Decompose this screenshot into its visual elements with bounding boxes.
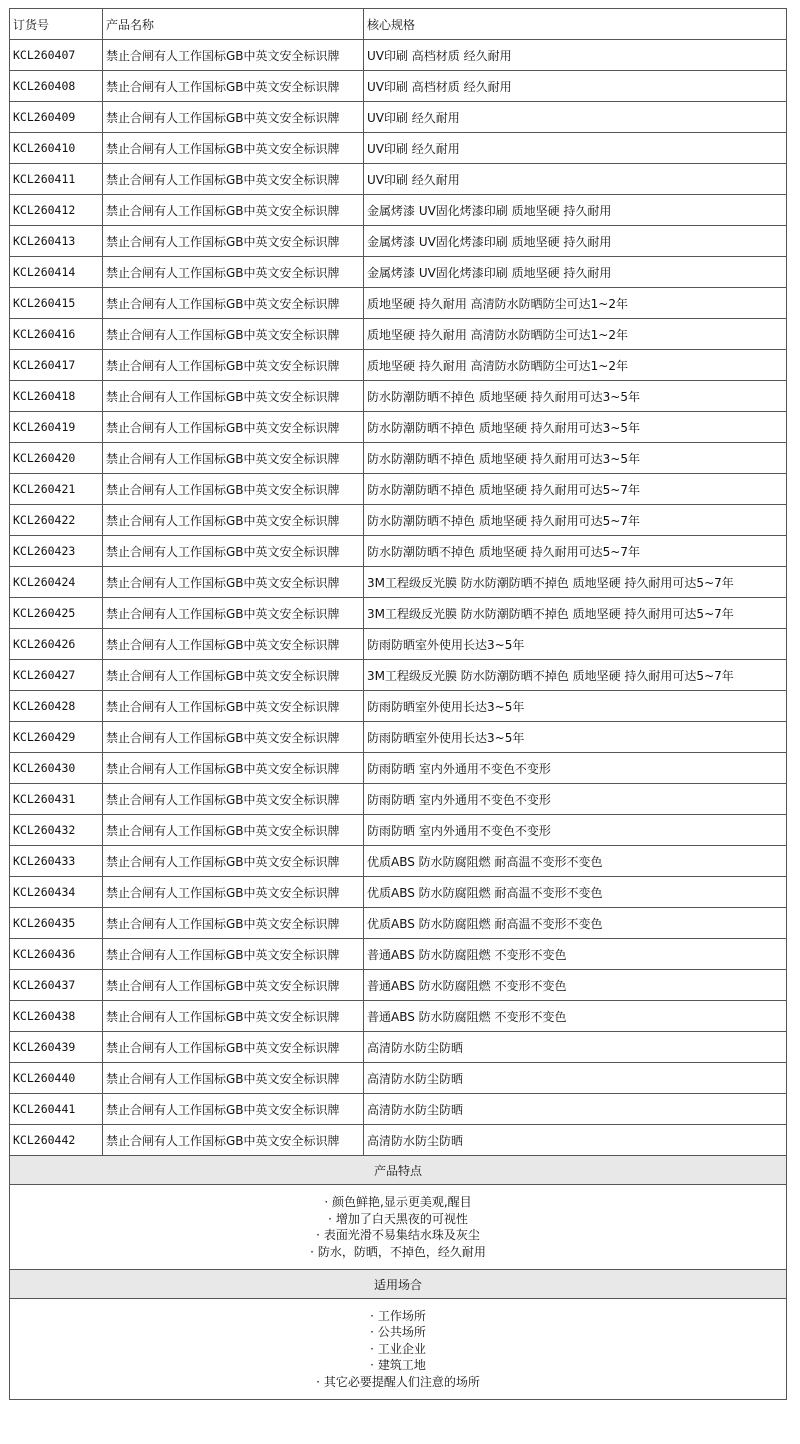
table-row: [10, 629, 787, 660]
table-row: [10, 40, 787, 71]
cell-product-name: 禁止合闸有人工作国标GB中英文安全标识牌: [103, 660, 364, 691]
cell-core-spec: 防雨防晒 室内外通用不变色不变形: [364, 753, 787, 784]
table-row: [10, 133, 787, 164]
cell-core-spec: 防雨防晒 室内外通用不变色不变形: [364, 815, 787, 846]
cell-order-code: KCL260423: [10, 536, 103, 567]
applications-list: [13, 1308, 783, 1391]
cell-order-code: KCL260426: [10, 629, 103, 660]
application-item: · 工作场所: [13, 1308, 783, 1325]
table-row: [10, 877, 787, 908]
table-row: [10, 815, 787, 846]
application-item: · 建筑工地: [13, 1357, 783, 1374]
cell-product-name: 禁止合闸有人工作国标GB中英文安全标识牌: [103, 381, 364, 412]
table-row: [10, 691, 787, 722]
cell-product-name: 禁止合闸有人工作国标GB中英文安全标识牌: [103, 598, 364, 629]
cell-order-code: KCL260427: [10, 660, 103, 691]
cell-core-spec: 质地坚硬 持久耐用 高清防水防晒防尘可达1~2年: [364, 350, 787, 381]
cell-core-spec: 高清防水防尘防晒: [364, 1125, 787, 1156]
applications-title: 适用场合: [10, 1270, 787, 1299]
cell-core-spec: UV印刷 高档材质 经久耐用: [364, 40, 787, 71]
table-row: [10, 1032, 787, 1063]
cell-product-name: 禁止合闸有人工作国标GB中英文安全标识牌: [103, 195, 364, 226]
application-item: · 工业企业: [13, 1341, 783, 1358]
cell-core-spec: 防雨防晒 室内外通用不变色不变形: [364, 784, 787, 815]
cell-order-code: KCL260422: [10, 505, 103, 536]
table-row: [10, 1094, 787, 1125]
cell-order-code: KCL260418: [10, 381, 103, 412]
cell-product-name: 禁止合闸有人工作国标GB中英文安全标识牌: [103, 288, 364, 319]
table-row: [10, 536, 787, 567]
cell-product-name: 禁止合闸有人工作国标GB中英文安全标识牌: [103, 722, 364, 753]
cell-core-spec: 3M工程级反光膜 防水防潮防晒不掉色 质地坚硬 持久耐用可达5~7年: [364, 567, 787, 598]
cell-order-code: KCL260431: [10, 784, 103, 815]
cell-product-name: 禁止合闸有人工作国标GB中英文安全标识牌: [103, 567, 364, 598]
cell-order-code: KCL260407: [10, 40, 103, 71]
table-row: [10, 257, 787, 288]
cell-product-name: 禁止合闸有人工作国标GB中英文安全标识牌: [103, 102, 364, 133]
cell-product-name: 禁止合闸有人工作国标GB中英文安全标识牌: [103, 257, 364, 288]
cell-core-spec: 金属烤漆 UV固化烤漆印刷 质地坚硬 持久耐用: [364, 257, 787, 288]
cell-order-code: KCL260441: [10, 1094, 103, 1125]
application-item: · 公共场所: [13, 1324, 783, 1341]
product-spec-table: [9, 8, 787, 1400]
cell-order-code: KCL260413: [10, 226, 103, 257]
table-row: [10, 505, 787, 536]
cell-order-code: KCL260410: [10, 133, 103, 164]
cell-product-name: 禁止合闸有人工作国标GB中英文安全标识牌: [103, 691, 364, 722]
cell-order-code: KCL260436: [10, 939, 103, 970]
table-row: [10, 908, 787, 939]
cell-product-name: 禁止合闸有人工作国标GB中英文安全标识牌: [103, 412, 364, 443]
cell-core-spec: 防雨防晒室外使用长达3~5年: [364, 722, 787, 753]
cell-order-code: KCL260432: [10, 815, 103, 846]
cell-core-spec: 普通ABS 防水防腐阻燃 不变形不变色: [364, 939, 787, 970]
table-row: [10, 319, 787, 350]
cell-product-name: 禁止合闸有人工作国标GB中英文安全标识牌: [103, 71, 364, 102]
table-row: [10, 412, 787, 443]
cell-core-spec: 质地坚硬 持久耐用 高清防水防晒防尘可达1~2年: [364, 319, 787, 350]
cell-product-name: 禁止合闸有人工作国标GB中英文安全标识牌: [103, 474, 364, 505]
cell-core-spec: 高清防水防尘防晒: [364, 1094, 787, 1125]
cell-product-name: 禁止合闸有人工作国标GB中英文安全标识牌: [103, 164, 364, 195]
table-row: [10, 288, 787, 319]
table-row: [10, 846, 787, 877]
cell-product-name: 禁止合闸有人工作国标GB中英文安全标识牌: [103, 908, 364, 939]
applications-header-row: [10, 1270, 787, 1299]
cell-order-code: KCL260417: [10, 350, 103, 381]
header-row: [10, 9, 787, 40]
cell-order-code: KCL260442: [10, 1125, 103, 1156]
table-row: [10, 1125, 787, 1156]
table-row: [10, 722, 787, 753]
table-row: [10, 567, 787, 598]
table-row: [10, 164, 787, 195]
cell-order-code: KCL260420: [10, 443, 103, 474]
cell-core-spec: 普通ABS 防水防腐阻燃 不变形不变色: [364, 1001, 787, 1032]
cell-product-name: 禁止合闸有人工作国标GB中英文安全标识牌: [103, 319, 364, 350]
table-row: [10, 660, 787, 691]
header-core-spec: 核心规格: [364, 9, 787, 40]
features-header-row: [10, 1156, 787, 1185]
cell-core-spec: 普通ABS 防水防腐阻燃 不变形不变色: [364, 970, 787, 1001]
cell-order-code: KCL260415: [10, 288, 103, 319]
table-row: [10, 1001, 787, 1032]
cell-order-code: KCL260421: [10, 474, 103, 505]
cell-order-code: KCL260412: [10, 195, 103, 226]
cell-product-name: 禁止合闸有人工作国标GB中英文安全标识牌: [103, 1063, 364, 1094]
cell-core-spec: UV印刷 高档材质 经久耐用: [364, 71, 787, 102]
cell-order-code: KCL260424: [10, 567, 103, 598]
table-row: [10, 753, 787, 784]
cell-product-name: 禁止合闸有人工作国标GB中英文安全标识牌: [103, 1125, 364, 1156]
cell-core-spec: 防水防潮防晒不掉色 质地坚硬 持久耐用可达3~5年: [364, 412, 787, 443]
cell-core-spec: 防雨防晒室外使用长达3~5年: [364, 691, 787, 722]
cell-core-spec: 优质ABS 防水防腐阻燃 耐高温不变形不变色: [364, 877, 787, 908]
cell-product-name: 禁止合闸有人工作国标GB中英文安全标识牌: [103, 784, 364, 815]
cell-order-code: KCL260435: [10, 908, 103, 939]
feature-item: · 表面光滑不易集结水珠及灰尘: [13, 1227, 783, 1244]
cell-core-spec: UV印刷 经久耐用: [364, 102, 787, 133]
cell-core-spec: 防水防潮防晒不掉色 质地坚硬 持久耐用可达3~5年: [364, 443, 787, 474]
cell-product-name: 禁止合闸有人工作国标GB中英文安全标识牌: [103, 1094, 364, 1125]
cell-core-spec: 高清防水防尘防晒: [364, 1032, 787, 1063]
table-row: [10, 443, 787, 474]
cell-product-name: 禁止合闸有人工作国标GB中英文安全标识牌: [103, 877, 364, 908]
table-row: [10, 1063, 787, 1094]
cell-core-spec: 金属烤漆 UV固化烤漆印刷 质地坚硬 持久耐用: [364, 226, 787, 257]
table-row: [10, 102, 787, 133]
cell-core-spec: 防水防潮防晒不掉色 质地坚硬 持久耐用可达3~5年: [364, 381, 787, 412]
cell-core-spec: 防雨防晒室外使用长达3~5年: [364, 629, 787, 660]
cell-order-code: KCL260434: [10, 877, 103, 908]
cell-product-name: 禁止合闸有人工作国标GB中英文安全标识牌: [103, 40, 364, 71]
cell-product-name: 禁止合闸有人工作国标GB中英文安全标识牌: [103, 133, 364, 164]
cell-product-name: 禁止合闸有人工作国标GB中英文安全标识牌: [103, 1001, 364, 1032]
cell-order-code: KCL260409: [10, 102, 103, 133]
cell-order-code: KCL260408: [10, 71, 103, 102]
cell-core-spec: 3M工程级反光膜 防水防潮防晒不掉色 质地坚硬 持久耐用可达5~7年: [364, 660, 787, 691]
table-row: [10, 226, 787, 257]
cell-product-name: 禁止合闸有人工作国标GB中英文安全标识牌: [103, 815, 364, 846]
table-row: [10, 474, 787, 505]
cell-core-spec: UV印刷 经久耐用: [364, 133, 787, 164]
cell-order-code: KCL260433: [10, 846, 103, 877]
cell-core-spec: 防水防潮防晒不掉色 质地坚硬 持久耐用可达5~7年: [364, 536, 787, 567]
table-body: [10, 40, 787, 1156]
cell-product-name: 禁止合闸有人工作国标GB中英文安全标识牌: [103, 443, 364, 474]
table-row: [10, 784, 787, 815]
cell-order-code: KCL260428: [10, 691, 103, 722]
applications-body-row: [10, 1299, 787, 1400]
cell-product-name: 禁止合闸有人工作国标GB中英文安全标识牌: [103, 939, 364, 970]
table-row: [10, 970, 787, 1001]
features-list: [13, 1194, 783, 1260]
table-row: [10, 381, 787, 412]
cell-product-name: 禁止合闸有人工作国标GB中英文安全标识牌: [103, 629, 364, 660]
cell-order-code: KCL260440: [10, 1063, 103, 1094]
cell-product-name: 禁止合闸有人工作国标GB中英文安全标识牌: [103, 505, 364, 536]
cell-core-spec: 优质ABS 防水防腐阻燃 耐高温不变形不变色: [364, 846, 787, 877]
cell-order-code: KCL260430: [10, 753, 103, 784]
cell-core-spec: UV印刷 经久耐用: [364, 164, 787, 195]
feature-item: · 防水，防晒，不掉色，经久耐用: [13, 1244, 783, 1261]
cell-product-name: 禁止合闸有人工作国标GB中英文安全标识牌: [103, 753, 364, 784]
features-body-row: [10, 1185, 787, 1270]
features-title: 产品特点: [10, 1156, 787, 1185]
cell-core-spec: 3M工程级反光膜 防水防潮防晒不掉色 质地坚硬 持久耐用可达5~7年: [364, 598, 787, 629]
cell-order-code: KCL260437: [10, 970, 103, 1001]
table-row: [10, 71, 787, 102]
feature-item: · 增加了白天黑夜的可视性: [13, 1211, 783, 1228]
cell-product-name: 禁止合闸有人工作国标GB中英文安全标识牌: [103, 350, 364, 381]
cell-core-spec: 防水防潮防晒不掉色 质地坚硬 持久耐用可达5~7年: [364, 505, 787, 536]
cell-product-name: 禁止合闸有人工作国标GB中英文安全标识牌: [103, 1032, 364, 1063]
cell-order-code: KCL260419: [10, 412, 103, 443]
cell-order-code: KCL260416: [10, 319, 103, 350]
cell-order-code: KCL260439: [10, 1032, 103, 1063]
cell-order-code: KCL260438: [10, 1001, 103, 1032]
cell-product-name: 禁止合闸有人工作国标GB中英文安全标识牌: [103, 846, 364, 877]
cell-order-code: KCL260429: [10, 722, 103, 753]
feature-item: · 颜色鲜艳,显示更美观,醒目: [13, 1194, 783, 1211]
cell-core-spec: 金属烤漆 UV固化烤漆印刷 质地坚硬 持久耐用: [364, 195, 787, 226]
cell-order-code: KCL260425: [10, 598, 103, 629]
cell-order-code: KCL260411: [10, 164, 103, 195]
cell-core-spec: 质地坚硬 持久耐用 高清防水防晒防尘可达1~2年: [364, 288, 787, 319]
cell-product-name: 禁止合闸有人工作国标GB中英文安全标识牌: [103, 226, 364, 257]
header-product-name: 产品名称: [103, 9, 364, 40]
table-row: [10, 195, 787, 226]
cell-product-name: 禁止合闸有人工作国标GB中英文安全标识牌: [103, 970, 364, 1001]
table-row: [10, 939, 787, 970]
cell-core-spec: 防水防潮防晒不掉色 质地坚硬 持久耐用可达5~7年: [364, 474, 787, 505]
cell-product-name: 禁止合闸有人工作国标GB中英文安全标识牌: [103, 536, 364, 567]
table-row: [10, 350, 787, 381]
cell-core-spec: 高清防水防尘防晒: [364, 1063, 787, 1094]
header-order-code: 订货号: [10, 9, 103, 40]
cell-core-spec: 优质ABS 防水防腐阻燃 耐高温不变形不变色: [364, 908, 787, 939]
table-row: [10, 598, 787, 629]
application-item: · 其它必要提醒人们注意的场所: [13, 1374, 783, 1391]
cell-order-code: KCL260414: [10, 257, 103, 288]
